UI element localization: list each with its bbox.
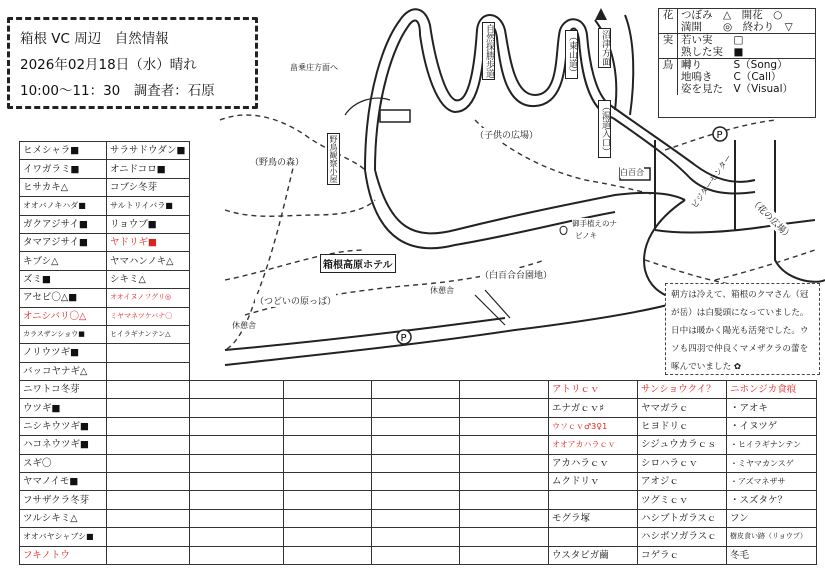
- grid-cell: [372, 509, 460, 527]
- grid-cell: [549, 528, 638, 546]
- legend-cat-fruit: 実: [659, 34, 678, 59]
- map-label-kyukei-1: 休憩舎: [430, 286, 454, 295]
- map-label-road: 畠乗庄方面へ: [290, 63, 338, 72]
- mountain-icon: [595, 8, 607, 20]
- map-label-kyukei-2: 休憩舎: [232, 321, 256, 330]
- grid-cell: [372, 381, 460, 399]
- grid-cell: [107, 381, 190, 399]
- grid-cell: ニホンジカ食痕: [727, 381, 817, 399]
- observation-note: 朝方は冷えて、箱根のクマさん（冠が岳）は白髪頭になっていました。日中は暖かく陽光も活発でした。ウソも四羽で仲良くマメザクラの蕾を啄んでいました ✿: [665, 283, 820, 375]
- grid-cell: 冬毛: [727, 546, 817, 564]
- grid-cell: [107, 509, 190, 527]
- grid-cell: アトリｃｖ: [549, 381, 638, 399]
- grid-cell: [284, 509, 372, 527]
- table-row: [20, 233, 190, 251]
- legend-item: 若い実 □: [678, 34, 816, 47]
- table-cell: ノリウツギ■: [20, 344, 107, 362]
- grid-cell: [190, 417, 284, 435]
- grid-cell: [284, 472, 372, 490]
- table-cell: オニシバリ〇△: [20, 307, 107, 325]
- grid-cell: [284, 491, 372, 509]
- grid-cell: [460, 399, 549, 417]
- grid-row: [20, 381, 817, 399]
- grid-row: [20, 546, 817, 564]
- grid-cell: ヤマガラｃ: [638, 399, 727, 417]
- grid-cell: [284, 381, 372, 399]
- grid-cell: オオアカハラｃｖ: [549, 436, 638, 454]
- table-row: [20, 325, 190, 343]
- grid-cell: [284, 528, 372, 546]
- legend-item: 囀り S（Song）: [678, 59, 816, 72]
- plant-table: [19, 141, 190, 381]
- grid-cell: シロハラｃｖ: [638, 454, 727, 472]
- grid-cell: フサザクラ冬芽: [20, 491, 107, 509]
- grid-cell: スギ〇: [20, 454, 107, 472]
- grid-cell: [190, 381, 284, 399]
- map-label-kansatsu: 野鳥観察小屋: [329, 135, 338, 183]
- report-title: 箱根 VC 周辺 自然情報: [20, 31, 169, 47]
- grid-cell: [190, 546, 284, 564]
- map-label-kinoyama: （東山道）: [567, 32, 577, 77]
- table-cell: シキミ△: [107, 270, 190, 288]
- grid-cell: [549, 491, 638, 509]
- map-label-yacho-mori: （野鳥の森）: [250, 155, 304, 168]
- grid-cell: [372, 528, 460, 546]
- legend-item: つぼみ △ 開花 ○: [681, 9, 783, 21]
- parking-text: P: [400, 333, 407, 344]
- grid-cell: コゲラｃ: [638, 546, 727, 564]
- map-label-gosho-2: ビノキ: [575, 231, 598, 240]
- table-row: [20, 178, 190, 196]
- grid-cell: [372, 491, 460, 509]
- grid-row: [20, 509, 817, 527]
- table-cell: ズミ■: [20, 270, 107, 288]
- table-row: [20, 307, 190, 325]
- grid-cell: フン: [727, 509, 817, 527]
- grid-cell: ツルシキミ△: [20, 509, 107, 527]
- legend-box: [658, 8, 816, 118]
- grid-cell: サンショウクイ？: [638, 381, 727, 399]
- grid-cell: ツグミｃｖ: [638, 491, 727, 509]
- grid-row: [20, 417, 817, 435]
- table-row: [20, 289, 190, 307]
- grid-cell: [107, 436, 190, 454]
- grid-cell: ヒヨドリｃ: [638, 417, 727, 435]
- table-row: [20, 142, 190, 160]
- map-label-yuhodo: 自然探勝歩道: [484, 24, 494, 78]
- grid-cell: [372, 454, 460, 472]
- table-cell: サラサドウダン■: [107, 142, 190, 160]
- grid-cell: モグラ塚: [549, 509, 638, 527]
- grid-cell: [284, 454, 372, 472]
- grid-cell: [460, 509, 549, 527]
- grid-row: [20, 399, 817, 417]
- map-label-kodomo: （子供の広場）: [475, 128, 538, 141]
- table-row: [20, 344, 190, 362]
- table-row: [20, 197, 190, 215]
- grid-cell: ・アズマネザサ: [727, 472, 817, 490]
- grid-cell: [284, 399, 372, 417]
- grid-cell: ハシボソガラスｃ: [638, 528, 727, 546]
- grid-cell: ハコネウツギ■: [20, 436, 107, 454]
- table-cell: ヒサカキ△: [20, 178, 107, 196]
- grid-cell: [190, 528, 284, 546]
- grid-cell: [372, 436, 460, 454]
- grid-cell: アオジｃ: [638, 472, 727, 490]
- table-cell: ミヤマネツケバナ〇: [107, 307, 190, 325]
- grid-cell: 樹皮食い跡（リョウブ）: [727, 528, 817, 546]
- grid-cell: [190, 472, 284, 490]
- table-cell: ヤドリギ■: [107, 233, 190, 251]
- table-cell: タマアジサイ■: [20, 233, 107, 251]
- grid-row: [20, 454, 817, 472]
- table-cell: バッコヤナギ△: [20, 362, 107, 380]
- map-label-gosho: 御手植えのナ: [572, 219, 617, 228]
- map-label-mizunashi: （湯道入口）: [600, 102, 610, 156]
- legend-item: 満開 ◎ 終わり ▽: [681, 21, 793, 33]
- grid-cell: ウソｃｖ♂3♀1: [549, 417, 638, 435]
- map-label-hana-hiroba: （花の広場）: [748, 195, 795, 242]
- table-row: [20, 362, 190, 380]
- grid-cell: エナガｃｖ♯: [549, 399, 638, 417]
- grid-cell: [284, 417, 372, 435]
- grid-cell: ムクドリｖ: [549, 472, 638, 490]
- grid-row: [20, 528, 817, 546]
- grid-row: [20, 436, 817, 454]
- table-cell: アセビ〇△■: [20, 289, 107, 307]
- table-cell: リョウブ■: [107, 215, 190, 233]
- table-cell: [107, 344, 190, 362]
- table-cell: オニドコロ■: [107, 160, 190, 178]
- grid-cell: [190, 509, 284, 527]
- grid-cell: ・イヌツゲ: [727, 417, 817, 435]
- grid-cell: [460, 491, 549, 509]
- grid-cell: [372, 417, 460, 435]
- table-cell: ガクアジサイ■: [20, 215, 107, 233]
- grid-cell: [107, 399, 190, 417]
- grid-cell: [107, 472, 190, 490]
- table-cell: ヒメシャラ■: [20, 142, 107, 160]
- grid-cell: ニシキウツギ■: [20, 417, 107, 435]
- grid-cell: [460, 546, 549, 564]
- grid-cell: [107, 454, 190, 472]
- report-date: 2026年02月18日（水）晴れ: [20, 57, 197, 73]
- grid-cell: ・スズタケ？: [727, 491, 817, 509]
- grid-cell: ヤマノイモ■: [20, 472, 107, 490]
- grid-cell: [372, 546, 460, 564]
- table-cell: キブシ△: [20, 252, 107, 270]
- grid-cell: ・ヒイラギナンテン: [727, 436, 817, 454]
- grid-cell: [284, 546, 372, 564]
- report-time-surveyor: 10:00～11：30 調査者：石原: [20, 83, 215, 99]
- table-cell: [107, 362, 190, 380]
- grid-cell: オオバヤシャブシ■: [20, 528, 107, 546]
- map-label-hotel: 箱根高原ホテル: [320, 254, 396, 273]
- grid-cell: [190, 491, 284, 509]
- table-cell: コブシ冬芽: [107, 178, 190, 196]
- map-label-shirayuri: 白百合: [620, 168, 644, 177]
- grid-cell: [284, 436, 372, 454]
- table-cell: カラスザンショウ■: [20, 325, 107, 343]
- table-row: [20, 252, 190, 270]
- grid-cell: [190, 454, 284, 472]
- grid-cell: [460, 436, 549, 454]
- table-cell: イワガラミ■: [20, 160, 107, 178]
- grid-cell: [107, 417, 190, 435]
- grid-cell: フキノトウ: [20, 546, 107, 564]
- grid-cell: [460, 417, 549, 435]
- legend-item: 姿を見た V（Visual）: [681, 83, 794, 95]
- legend-cat-bird: 鳥: [659, 59, 678, 96]
- grid-cell: ハシブトガラスｃ: [638, 509, 727, 527]
- grid-cell: ウスタビガ繭: [549, 546, 638, 564]
- map-label-vc: ビジターセンター: [689, 153, 734, 210]
- table-cell: ヤマハンノキ△: [107, 252, 190, 270]
- grid-cell: [460, 528, 549, 546]
- map-label-tsudoi: （つどいの原っぱ）: [255, 294, 336, 307]
- legend-item: 熟した実 ■: [681, 46, 744, 58]
- grid-cell: [460, 472, 549, 490]
- map-label-shirayuri-en: （白百合台園地）: [480, 268, 552, 281]
- legend-item: 地鳴き C（Call）: [681, 71, 782, 83]
- grid-cell: [107, 528, 190, 546]
- grid-cell: ニワトコ冬芽: [20, 381, 107, 399]
- tree-icon: [560, 226, 567, 234]
- grid-cell: [372, 399, 460, 417]
- table-cell: サルトリイバラ■: [107, 197, 190, 215]
- grid-cell: [190, 436, 284, 454]
- grid-cell: ウツギ■: [20, 399, 107, 417]
- grid-cell: [460, 381, 549, 399]
- grid-cell: [460, 454, 549, 472]
- grid-cell: [107, 546, 190, 564]
- legend-cat-flower: 花: [659, 9, 678, 34]
- table-row: [20, 160, 190, 178]
- grid-cell: アカハラｃｖ: [549, 454, 638, 472]
- table-cell: オオイヌノフグリ◎: [107, 289, 190, 307]
- grid-cell: [190, 399, 284, 417]
- grid-cell: ・ミヤマカンスゲ: [727, 454, 817, 472]
- grid-cell: シジュウカラｃｓ: [638, 436, 727, 454]
- grid-row: [20, 491, 817, 509]
- table-cell: ヒイラギナンテン△: [107, 325, 190, 343]
- grid-cell: [372, 472, 460, 490]
- map-label-shimizu: 沼津方面: [600, 30, 610, 66]
- grid-cell: ・アオキ: [727, 399, 817, 417]
- grid-cell: [107, 491, 190, 509]
- parking-text-2: P: [716, 130, 723, 141]
- observation-grid: [19, 380, 817, 565]
- grid-row: [20, 472, 817, 490]
- table-cell: オオバノキハダ■: [20, 197, 107, 215]
- table-row: [20, 215, 190, 233]
- table-row: [20, 270, 190, 288]
